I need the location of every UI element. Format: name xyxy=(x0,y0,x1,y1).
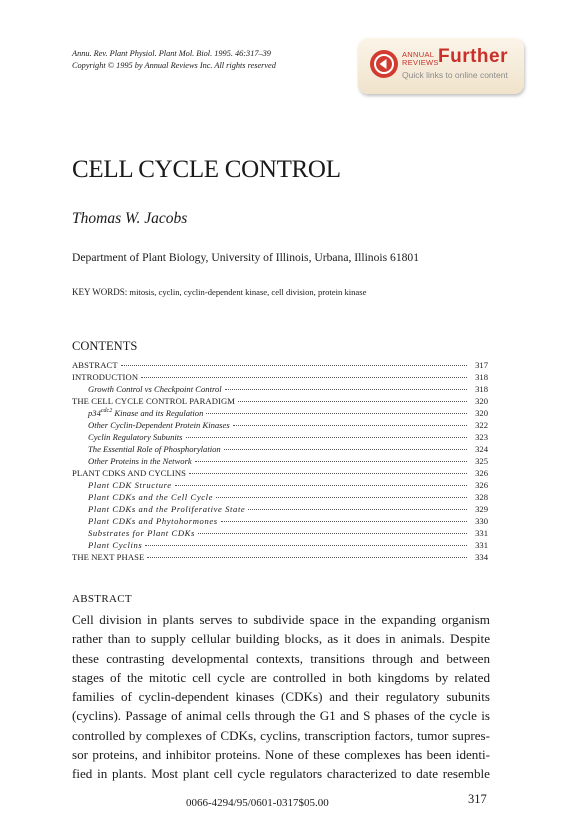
toc-item-title: Growth Control vs Checkpoint Control xyxy=(88,384,222,394)
affiliation: Department of Plant Biology, University of Illinois, Urbana, Illinois 61801 xyxy=(72,251,420,264)
toc-item-title: Cyclin Regulatory Subunits xyxy=(88,432,183,442)
toc-leader-dots xyxy=(216,497,467,498)
toc-leader-dots xyxy=(233,425,467,426)
toc-item-page: 331 xyxy=(475,540,488,550)
toc-item-page: 331 xyxy=(475,528,488,538)
toc-leader-dots xyxy=(189,473,467,474)
toc-item-title: PLANT CDKS AND CYCLINS xyxy=(72,468,187,478)
abstract-line: fied in plants. Most plant cell cycle regulators characterized to date resemble xyxy=(72,766,490,782)
toc-item[interactable] xyxy=(72,360,488,372)
badge-tagline: Quick links to online content xyxy=(402,70,508,80)
keywords-text: mitosis, cyclin, cyclin-dependent kinase, cell division, protein kinase xyxy=(129,287,367,297)
toc-item[interactable] xyxy=(72,384,488,396)
abstract-line: families of cyclin-dependent kinases (CDKs) and their regulatory subunits xyxy=(72,689,490,705)
abstract-body xyxy=(72,610,490,784)
toc-leader-dots xyxy=(145,545,467,546)
toc-item-title: INTRODUCTION xyxy=(72,372,139,382)
abstract-heading: ABSTRACT xyxy=(72,593,132,605)
toc-item[interactable] xyxy=(72,468,488,480)
toc-item-page: 326 xyxy=(475,480,488,490)
badge-brand-top: ANNUAL xyxy=(402,50,435,59)
toc-item-title: Plant Cyclins xyxy=(88,540,143,550)
abstract-line: (cyclins). Passage of animal cells through the G1 and S phases of the cycle is xyxy=(72,708,490,724)
toc-item[interactable] xyxy=(72,456,488,468)
toc-leader-dots xyxy=(221,521,467,522)
toc-leader-dots xyxy=(248,509,467,510)
toc-item-page: 323 xyxy=(475,432,488,442)
abstract-line: controlled by complexes of CDKs, cyclins, transcription factors, tumor supres- xyxy=(72,727,490,743)
toc-item-page: 324 xyxy=(475,444,488,454)
toc-leader-dots xyxy=(186,437,467,438)
toc-item-title: Plant CDKs and Phytohormones xyxy=(88,516,218,526)
toc-item-title: ABSTRACT xyxy=(72,360,118,370)
toc-leader-dots xyxy=(224,449,467,450)
toc-item-title: $p34^{cdc2}$ Kinase and its Regulation xyxy=(88,408,204,418)
toc-item[interactable] xyxy=(72,408,488,420)
toc-item-page: 328 xyxy=(475,492,488,502)
toc-item-title: Plant CDKs and the Proliferative State xyxy=(88,504,246,514)
toc-item[interactable] xyxy=(72,480,488,492)
toc-item-title: The Essential Role of Phosphorylation xyxy=(88,444,221,454)
toc-item-page: 320 xyxy=(475,396,488,406)
keywords xyxy=(72,287,366,297)
toc-item-title: Other Proteins in the Network xyxy=(88,456,192,466)
toc-item[interactable] xyxy=(72,372,488,384)
toc-item[interactable] xyxy=(72,504,488,516)
toc-item-title: Plant CDK Structure xyxy=(88,480,172,490)
toc-item[interactable] xyxy=(72,528,488,540)
toc-item[interactable] xyxy=(72,516,488,528)
toc-item[interactable] xyxy=(72,444,488,456)
toc-leader-dots xyxy=(238,401,467,402)
toc-item-page: 320 xyxy=(475,408,488,418)
toc-item-title: Plant CDKs and the Cell Cycle xyxy=(88,492,214,502)
toc-item-page: 325 xyxy=(475,456,488,466)
toc-item-page: 318 xyxy=(475,384,488,394)
keywords-label: KEY WORDS: xyxy=(72,287,128,297)
toc-item-page: 322 xyxy=(475,420,488,430)
toc-item-title: THE NEXT PHASE xyxy=(72,552,145,562)
toc-leader-dots xyxy=(141,377,467,378)
toc-item[interactable] xyxy=(72,552,488,564)
toc-leader-dots xyxy=(206,413,467,414)
toc-item-page: 326 xyxy=(475,468,488,478)
abstract-line: Cell division in plants serves to subdivide space in the expanding organism xyxy=(72,612,490,627)
toc-item-title: THE CELL CYCLE CONTROL PARADIGM xyxy=(72,396,236,406)
toc-leader-dots xyxy=(175,485,467,486)
article-title: CELL CYCLE CONTROL xyxy=(72,156,341,183)
journal-line-2: Copyright © 1995 by Annual Reviews Inc. All rights reserved xyxy=(72,61,276,70)
toc-item[interactable] xyxy=(72,540,488,552)
toc-item[interactable] xyxy=(72,492,488,504)
toc-leader-dots xyxy=(121,365,467,366)
badge-further-label: Further xyxy=(438,46,508,67)
footer-code: 0066-4294/95/0601-0317$05.00 xyxy=(186,797,329,809)
contents-heading: CONTENTS xyxy=(72,339,138,353)
toc-leader-dots xyxy=(225,389,467,390)
toc-leader-dots xyxy=(147,557,467,558)
journal-line-1: Annu. Rev. Plant Physiol. Plant Mol. Biol. 1995. 46:317–39 xyxy=(72,49,271,58)
toc-leader-dots xyxy=(198,533,467,534)
toc-item-title: Other Cyclin-Dependent Protein Kinases xyxy=(88,420,230,430)
play-icon xyxy=(370,50,398,78)
toc-item[interactable] xyxy=(72,420,488,432)
toc-leader-dots xyxy=(195,461,467,462)
abstract-line: these contrasting developmental contexts, transitions through and between xyxy=(72,650,490,666)
abstract-line: stages of the mitotic cell cycle are controlled in both kingdoms by related xyxy=(72,669,490,685)
toc-item[interactable] xyxy=(72,396,488,408)
badge-brand-bottom: REVIEWS xyxy=(402,58,439,67)
journal-citation xyxy=(72,48,342,72)
badge-brand xyxy=(402,51,439,67)
author-name: Thomas W. Jacobs xyxy=(72,210,188,227)
toc-item-page: 329 xyxy=(475,504,488,514)
abstract-line: rather than to supply cellular building blocks, as it does in animals. Despite xyxy=(72,631,490,647)
toc-item-page: 318 xyxy=(475,372,488,382)
toc-item-page: 334 xyxy=(475,552,488,562)
toc-item[interactable] xyxy=(72,432,488,444)
toc-item-page: 317 xyxy=(475,360,488,370)
toc-item-page: 330 xyxy=(475,516,488,526)
page-number: 317 xyxy=(468,792,487,806)
toc-item-title: Substrates for Plant CDKs xyxy=(88,528,195,538)
further-badge[interactable] xyxy=(358,38,524,94)
abstract-line: sor proteins, and inhibitor proteins. None of these complexes has been identi- xyxy=(72,747,490,763)
